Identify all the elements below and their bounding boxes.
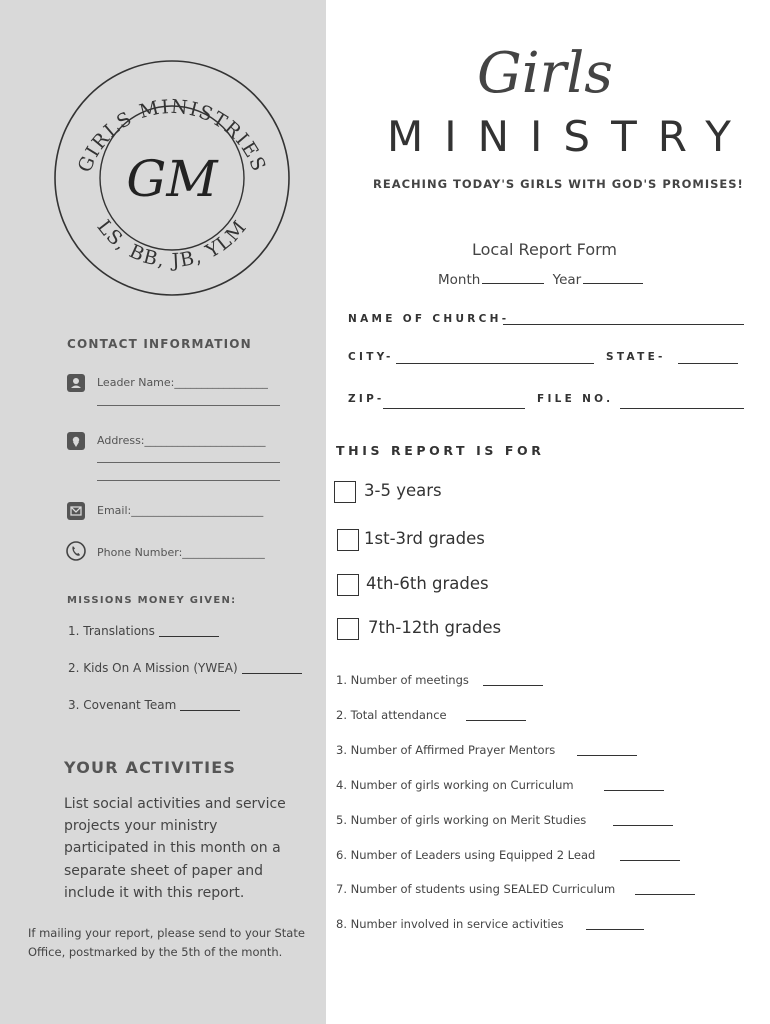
address-label: Address:______________________ [97,434,266,447]
stat-row [336,813,586,827]
stat-row [336,673,469,687]
city-label: CITY- [348,351,394,363]
missions-item [68,698,240,712]
checkbox[interactable] [337,574,359,596]
email-label: Email:________________________ [97,504,264,517]
activities-title: YOUR ACTIVITIES [64,758,237,777]
mailing-note: If mailing your report, please send to your State Office, postmarked by the 5th of the month. [28,926,305,959]
stat-field[interactable] [483,685,543,686]
file-no-label: FILE NO. [537,393,614,405]
church-label: NAME OF CHURCH- [348,313,510,325]
address-line-2 [97,462,280,463]
logo-monogram: GM [126,150,218,208]
stat-row [336,708,447,722]
stat-label: 7. Number of students using SEALED Curriculum [336,882,616,896]
missions-item-label: 3. Covenant Team [68,698,177,712]
checkbox[interactable] [337,529,359,551]
girls-script-title [470,30,620,112]
location-pin-icon [66,431,86,451]
missions-blank[interactable] [159,636,219,637]
checkbox[interactable] [337,618,359,640]
stat-field[interactable] [604,790,664,791]
girls-ministries-logo [52,58,292,298]
church-field[interactable] [503,324,744,325]
month-field[interactable] [482,283,544,284]
envelope-icon [66,501,86,521]
missions-blank[interactable] [242,673,302,674]
stat-field[interactable] [620,860,680,861]
phone-label: Phone Number:_______________ [97,546,265,559]
checkbox-label: 4th-6th grades [366,574,489,593]
report-for-title: THIS REPORT IS FOR [336,443,545,458]
stat-label: 1. Number of meetings [336,673,469,687]
stat-row [336,917,564,931]
zip-field[interactable] [383,408,525,409]
stat-row [336,778,574,792]
checkbox-label: 7th-12th grades [368,618,502,637]
missions-item [68,661,302,675]
stat-row [336,743,555,757]
month-year-row [438,272,647,288]
stat-label: 5. Number of girls working on Merit Studies [336,813,587,827]
logo-ring-top-text: GIRLS MINISTRIES [73,95,271,176]
phone-icon [66,541,86,561]
form-title: Local Report Form [472,240,617,259]
contact-info-title: CONTACT INFORMATION [67,337,252,351]
checkbox-label: 1st-3rd grades [364,529,485,548]
stat-field[interactable] [613,825,673,826]
person-card-icon [66,373,86,393]
missions-money-title: MISSIONS MONEY GIVEN: [67,595,237,606]
city-field[interactable] [396,363,594,364]
stat-field[interactable] [586,929,644,930]
sidebar [0,0,326,1024]
checkbox-label: 3-5 years [364,481,442,500]
missions-item [68,624,219,638]
state-label: STATE- [606,351,666,363]
leader-name-line [97,405,280,406]
missions-blank[interactable] [180,710,240,711]
logo-ring-bottom-text: LS, BB, JB, YLM [92,215,252,272]
stat-label: 8. Number involved in service activities [336,917,564,931]
stat-label: 3. Number of Affirmed Prayer Mentors [336,743,556,757]
file-no-field[interactable] [620,408,744,409]
year-field[interactable] [583,283,643,284]
ministry-title: MINISTRY [387,112,752,161]
stat-label: 6. Number of Leaders using Equipped 2 Lead [336,848,596,862]
logo-seal-icon [52,58,292,298]
girls-script-text: Girls [476,41,614,106]
state-field[interactable] [678,363,738,364]
checkbox[interactable] [334,481,356,503]
address-line-3 [97,480,280,481]
stat-field[interactable] [466,720,526,721]
month-label: Month [438,272,481,288]
year-label: Year [552,272,582,288]
missions-item-label: 1. Translations [68,624,155,638]
tagline: REACHING TODAY'S GIRLS WITH GOD'S PROMISES! [373,177,744,191]
stat-label: 4. Number of girls working on Curriculum [336,778,574,792]
stat-row [336,882,615,896]
leader-name-label: Leader Name:_________________ [97,376,268,389]
missions-item-label: 2. Kids On A Mission (YWEA) [68,661,238,675]
stat-label: 2. Total attendance [336,708,447,722]
stat-field[interactable] [577,755,637,756]
stat-field[interactable] [635,894,695,895]
zip-label: ZIP- [348,393,385,405]
stat-row [336,848,595,862]
activities-text: List social activities and service projects your ministry participated in this month on a separate sheet of paper and include it with this report. [64,796,286,901]
